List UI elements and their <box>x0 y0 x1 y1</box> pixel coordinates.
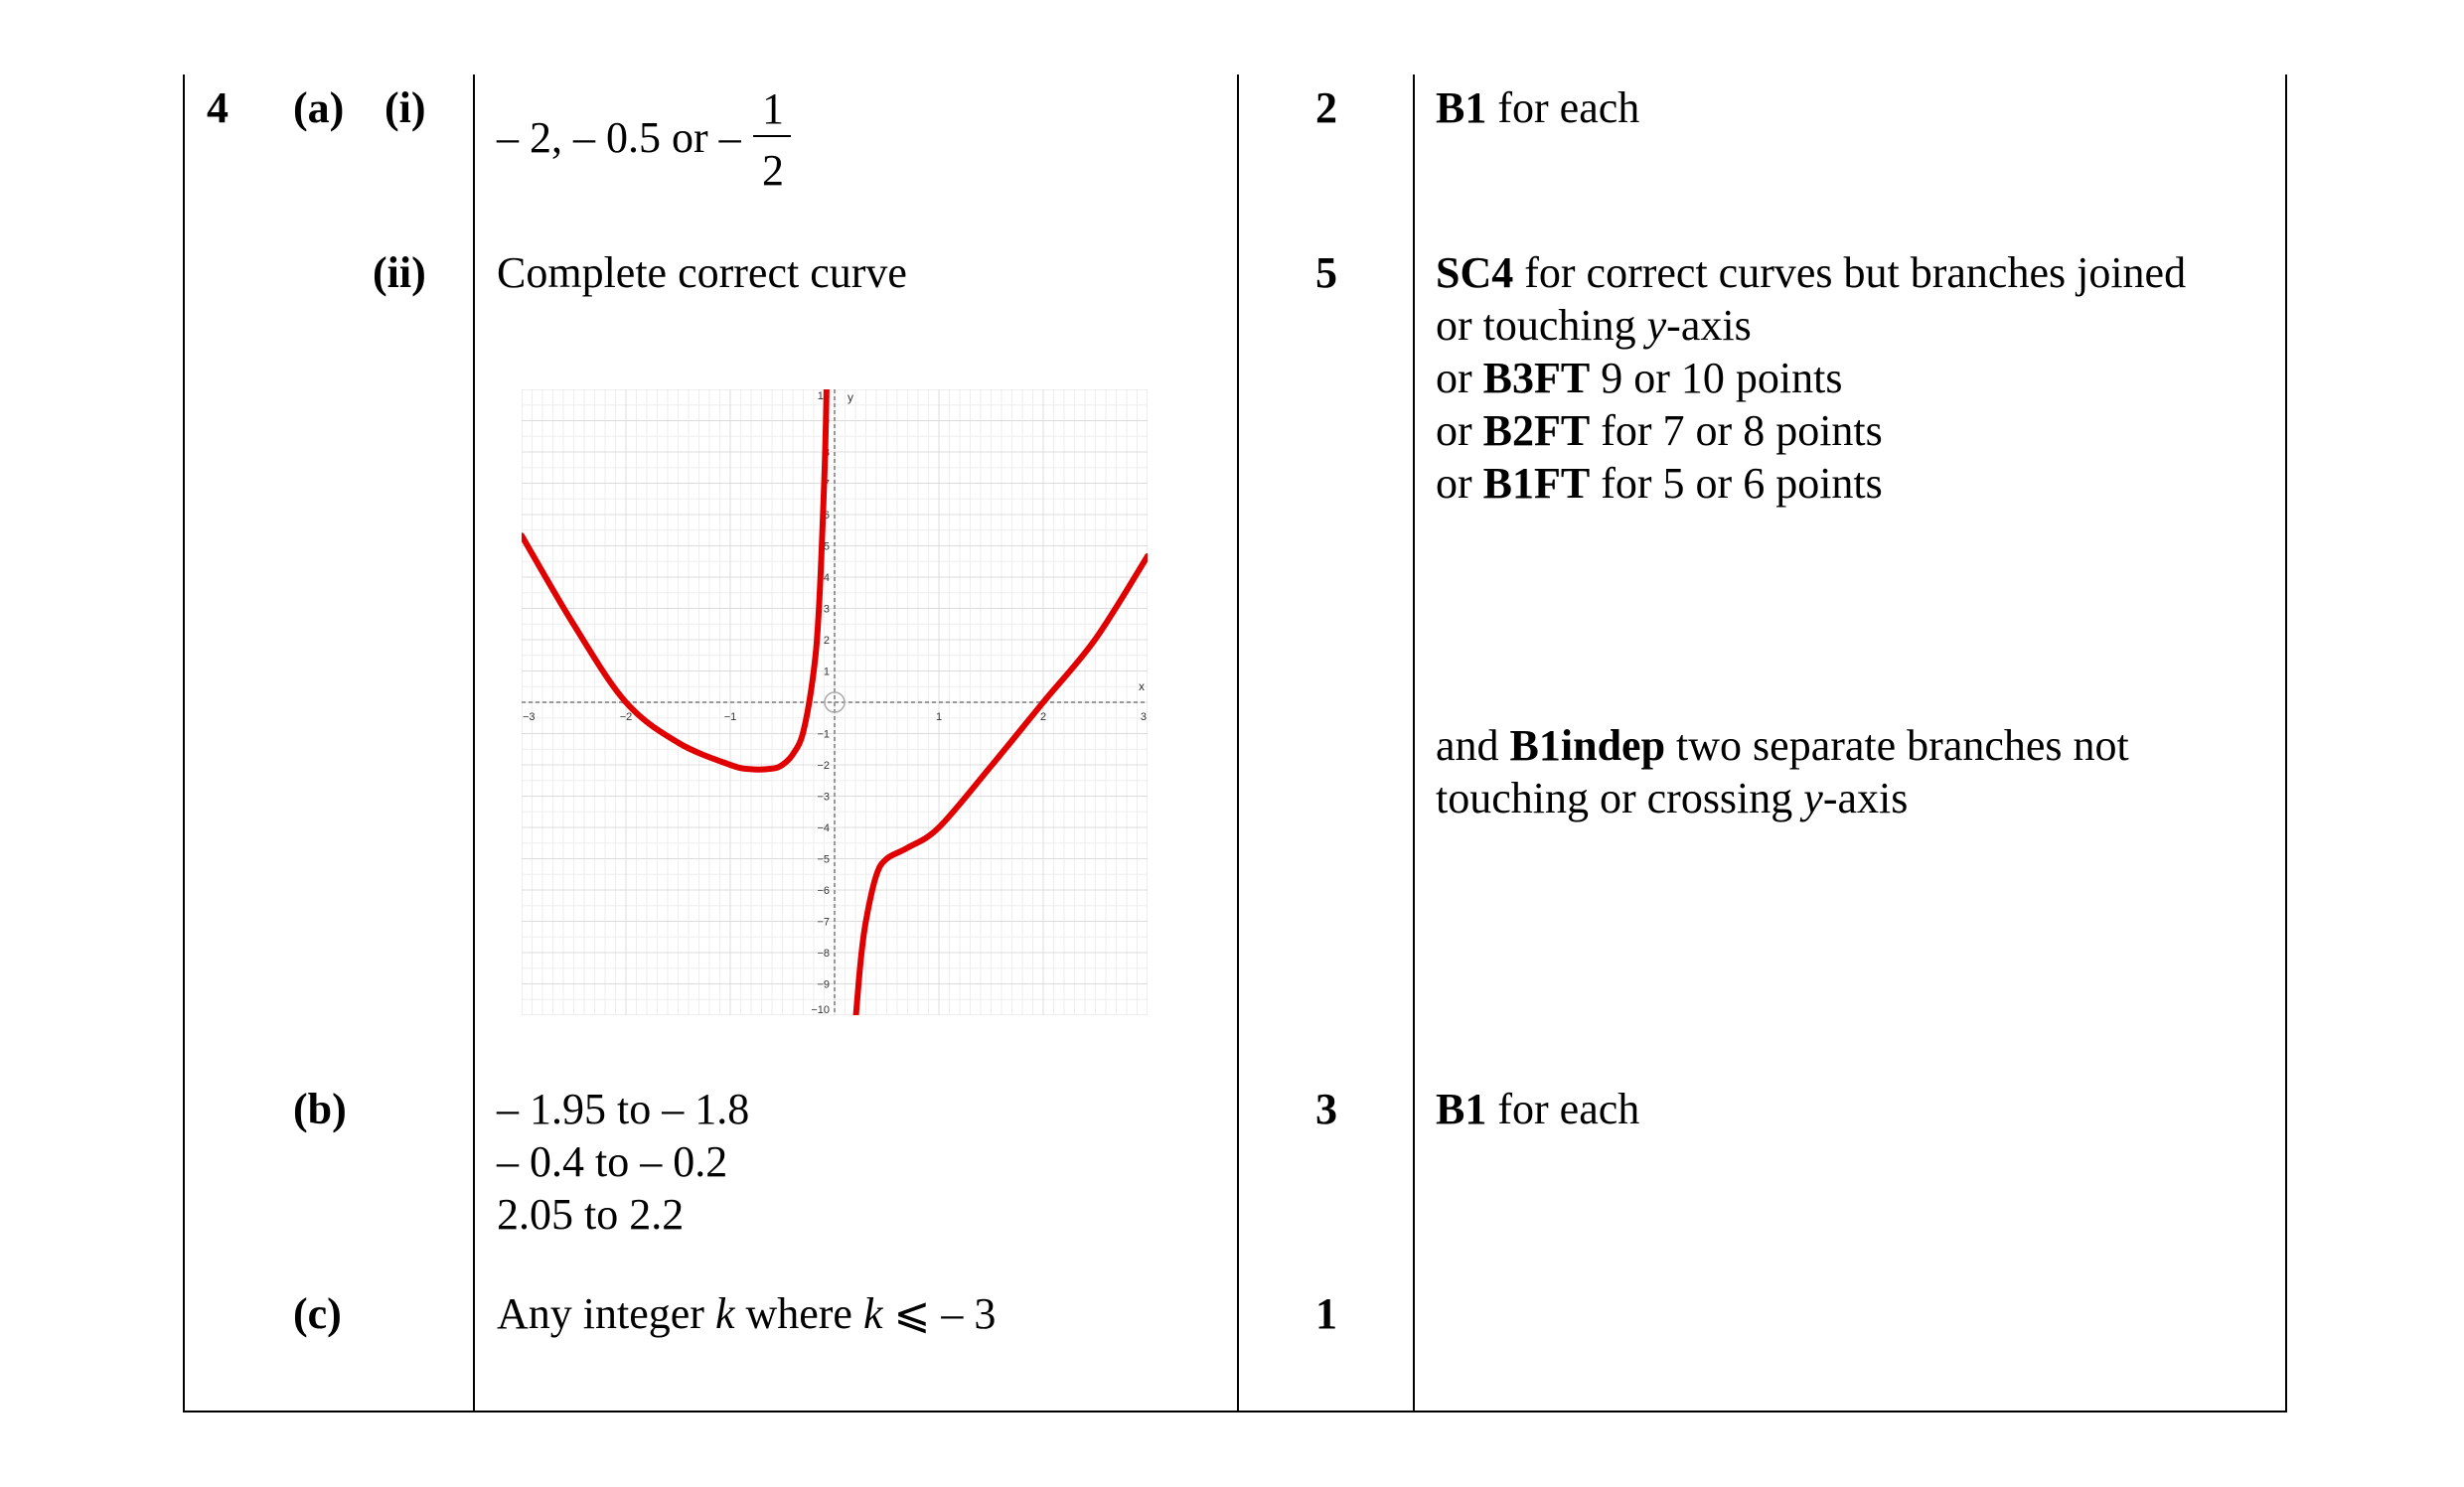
part-b-answer-1: – 1.95 to – 1.8 <box>497 1085 750 1133</box>
answer-graph <box>522 389 1148 1015</box>
guidance-a-ii-line-1 <box>1436 246 2186 299</box>
part-a-i-label: (i) <box>385 83 426 132</box>
fraction-bar <box>753 135 791 137</box>
guidance-a-ii-line-5 <box>1436 457 1883 510</box>
part-a-ii-answer: Complete correct curve <box>497 248 907 297</box>
guidance-text: for 5 or 6 points <box>1590 459 1883 508</box>
guidance-text: for 7 or 8 points <box>1590 406 1883 455</box>
guidance-b <box>1436 1083 1639 1135</box>
x-tick-label: 2 <box>1039 711 1047 723</box>
y-tick-label: 7 <box>823 478 830 491</box>
guidance-italic: y <box>1646 301 1667 350</box>
x-axis-label: x <box>1139 679 1145 693</box>
y-tick-label: −9 <box>817 978 830 991</box>
guidance-indep-line-1 <box>1436 719 2129 772</box>
y-tick-label: −3 <box>817 791 830 804</box>
y-tick-label: −10 <box>811 1004 830 1015</box>
part-c-answer-mid: where <box>734 1289 863 1338</box>
mark-a-i: 2 <box>1315 83 1337 132</box>
x-tick-label: −1 <box>723 711 737 723</box>
table-divider-answer <box>473 74 475 1413</box>
table-border-bottom <box>183 1411 2287 1413</box>
y-tick-label: −1 <box>817 728 830 741</box>
fraction-denominator: 2 <box>762 146 784 195</box>
fraction-numerator: 1 <box>762 84 784 133</box>
table-border-right <box>2285 74 2287 1413</box>
guidance-code: B3FT <box>1482 354 1591 402</box>
guidance-a-i <box>1436 81 1639 134</box>
guidance-text: for correct curves but branches joined <box>1513 248 2187 297</box>
guidance-code: B2FT <box>1482 406 1591 455</box>
x-tick-label: −3 <box>523 711 536 723</box>
guidance-text: -axis <box>1822 774 1909 822</box>
guidance-text: or <box>1436 459 1483 508</box>
table-divider-guidance <box>1413 74 1415 1413</box>
part-c-answer-k1: k <box>714 1289 735 1338</box>
y-tick-label: 8 <box>823 447 830 459</box>
guidance-text: or <box>1436 406 1483 455</box>
guidance-text: or <box>1436 354 1483 402</box>
curve-branch-1 <box>522 389 830 770</box>
part-c-answer-k2: k <box>862 1289 883 1338</box>
guidance-a-ii-line-3 <box>1436 352 1842 404</box>
y-tick-label: 1 <box>823 666 830 678</box>
x-tick-label: 1 <box>935 711 943 723</box>
guidance-indep-line-2 <box>1436 772 1908 824</box>
guidance-text: or touching <box>1436 301 1647 350</box>
part-a-ii-label: (ii) <box>373 248 426 297</box>
table-divider-mark <box>1237 74 1239 1413</box>
y-tick-label: 10 <box>817 390 830 402</box>
guidance-a-ii-line-2 <box>1436 299 1752 352</box>
x-tick-label: 3 <box>1140 711 1147 723</box>
y-tick-label: 5 <box>823 540 830 553</box>
part-b-answer-3: 2.05 to 2.2 <box>497 1190 685 1239</box>
guidance-a-i-code: B1 <box>1436 83 1487 132</box>
graph-svg <box>522 389 1148 1015</box>
guidance-italic: y <box>1803 774 1823 822</box>
y-tick-label: −2 <box>817 760 830 772</box>
part-c-answer-post: ⩽ – 3 <box>882 1289 997 1338</box>
y-tick-label: −6 <box>817 885 830 897</box>
y-tick-label: −7 <box>817 916 830 929</box>
part-b-label: (b) <box>293 1085 347 1133</box>
guidance-code: SC4 <box>1436 248 1514 297</box>
guidance-text: touching or crossing <box>1436 774 1804 822</box>
y-tick-label: −5 <box>817 853 830 866</box>
y-tick-label: −8 <box>817 948 830 960</box>
y-tick-label: 6 <box>823 510 830 521</box>
part-a-i-answer: – 2, – 0.5 or – <box>497 113 741 162</box>
guidance-text: and <box>1436 721 1510 770</box>
y-tick-label: 9 <box>823 415 830 428</box>
part-c-label: (c) <box>293 1289 342 1338</box>
mark-a-ii: 5 <box>1315 248 1337 297</box>
part-c-answer <box>497 1287 996 1340</box>
y-tick-label: 2 <box>823 635 830 647</box>
question-number: 4 <box>207 83 229 132</box>
guidance-text: 9 or 10 points <box>1590 354 1843 402</box>
guidance-text: two separate branches not <box>1665 721 2129 770</box>
mark-b: 3 <box>1315 1085 1337 1133</box>
guidance-a-ii-line-4 <box>1436 404 1883 457</box>
guidance-code: B1indep <box>1509 721 1666 770</box>
y-tick-label: 4 <box>823 572 830 584</box>
part-b-answer-2: – 0.4 to – 0.2 <box>497 1137 728 1186</box>
y-tick-label: 3 <box>823 603 830 616</box>
guidance-b-text: for each <box>1486 1085 1640 1133</box>
y-axis-label: y <box>847 390 853 404</box>
guidance-a-i-text: for each <box>1486 83 1640 132</box>
part-a-label: (a) <box>293 83 345 132</box>
y-tick-label: −4 <box>817 822 830 834</box>
part-c-answer-pre: Any integer <box>497 1289 715 1338</box>
guidance-code: B1FT <box>1482 459 1591 508</box>
guidance-b-code: B1 <box>1436 1085 1487 1133</box>
mark-c: 1 <box>1315 1289 1337 1338</box>
x-tick-label: −2 <box>619 711 633 723</box>
table-border-left <box>183 74 185 1413</box>
guidance-text: -axis <box>1666 301 1752 350</box>
